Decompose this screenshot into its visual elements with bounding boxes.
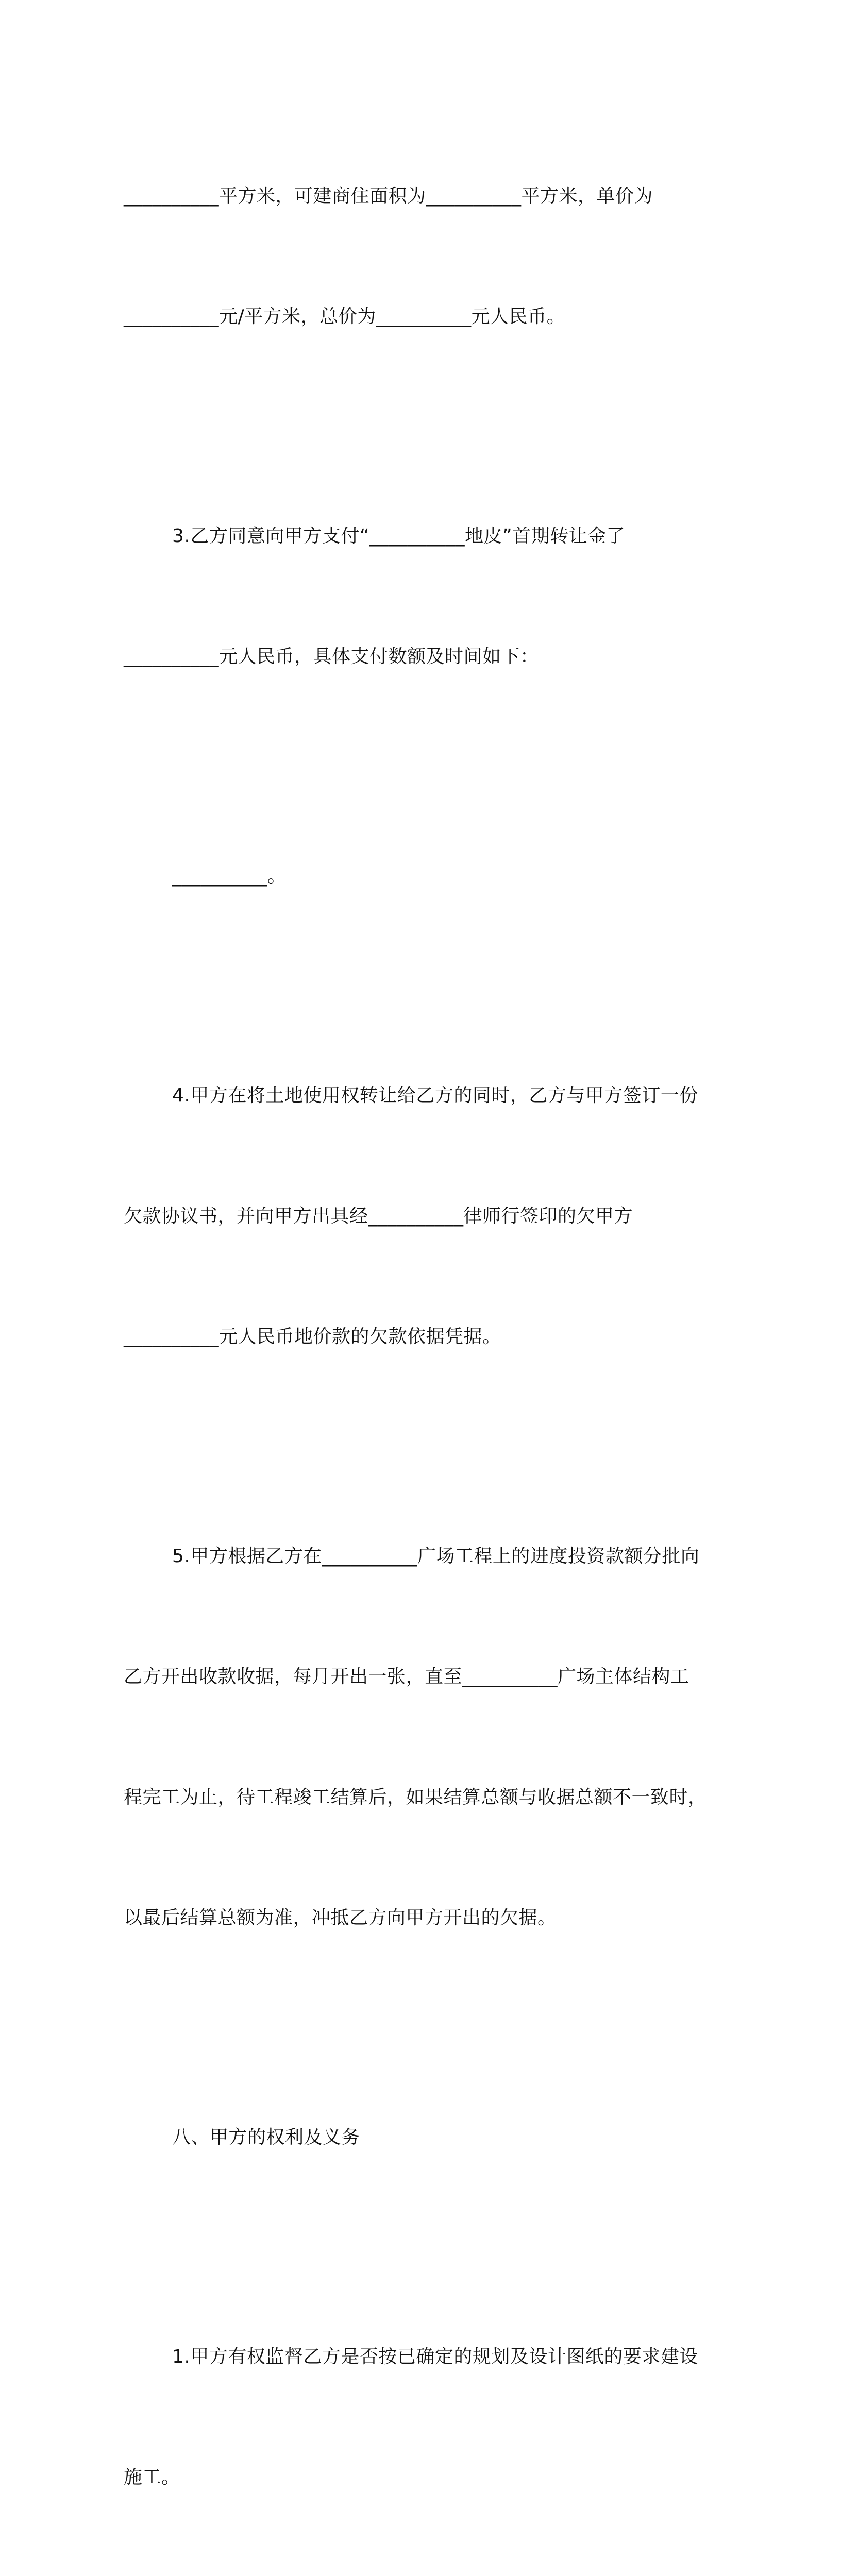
paragraph-payment-details-blank xyxy=(124,776,706,977)
text-line: __________。 xyxy=(172,866,287,887)
text-line: __________元/平方米，总价为__________元人民币。 xyxy=(124,306,566,327)
section-heading-party-a-rights xyxy=(124,2037,706,2238)
document-body xyxy=(124,96,706,2576)
text-line: __________元人民币地价款的欠款依据凭据。 xyxy=(124,1326,501,1347)
paragraph-rights-1-supervision xyxy=(124,2257,706,2576)
text-line: 3.乙方同意向甲方支付“__________地皮”首期转让金了 xyxy=(172,526,626,547)
text-line: 程完工为止，待工程竣工结算后，如果结算总额与收据总额不一致时， xyxy=(124,1787,707,1808)
text-line: 乙方开出收款收据，每月开出一张，直至__________广场主体结构工 xyxy=(124,1666,689,1687)
text-line: __________平方米，可建商住面积为__________平方米，单价为 xyxy=(124,185,653,207)
text-line: 1.甲方有权监督乙方是否按已确定的规划及设计图纸的要求建设 xyxy=(172,2346,698,2367)
text-line: 5.甲方根据乙方在__________广场工程上的进度投资款额分批向 xyxy=(172,1546,700,1567)
paragraph-area-price xyxy=(124,96,706,417)
paragraph-clause-3-payment xyxy=(124,436,706,757)
text-line: 欠款协议书，并向甲方出具经__________律师行签印的欠甲方 xyxy=(124,1206,633,1227)
text-line: 八、甲方的权利及义务 xyxy=(172,2127,361,2148)
text-line: 以最后结算总额为准，冲抵乙方向甲方开出的欠据。 xyxy=(124,1907,557,1928)
text-line: 4.甲方在将土地使用权转让给乙方的同时，乙方与甲方签订一份 xyxy=(172,1085,698,1106)
text-line: __________元人民币，具体支付数额及时间如下： xyxy=(124,646,539,667)
paragraph-clause-5-receipts xyxy=(124,1456,706,2019)
paragraph-clause-4-debt-agreement xyxy=(124,995,706,1437)
text-line: 施工。 xyxy=(124,2467,180,2488)
